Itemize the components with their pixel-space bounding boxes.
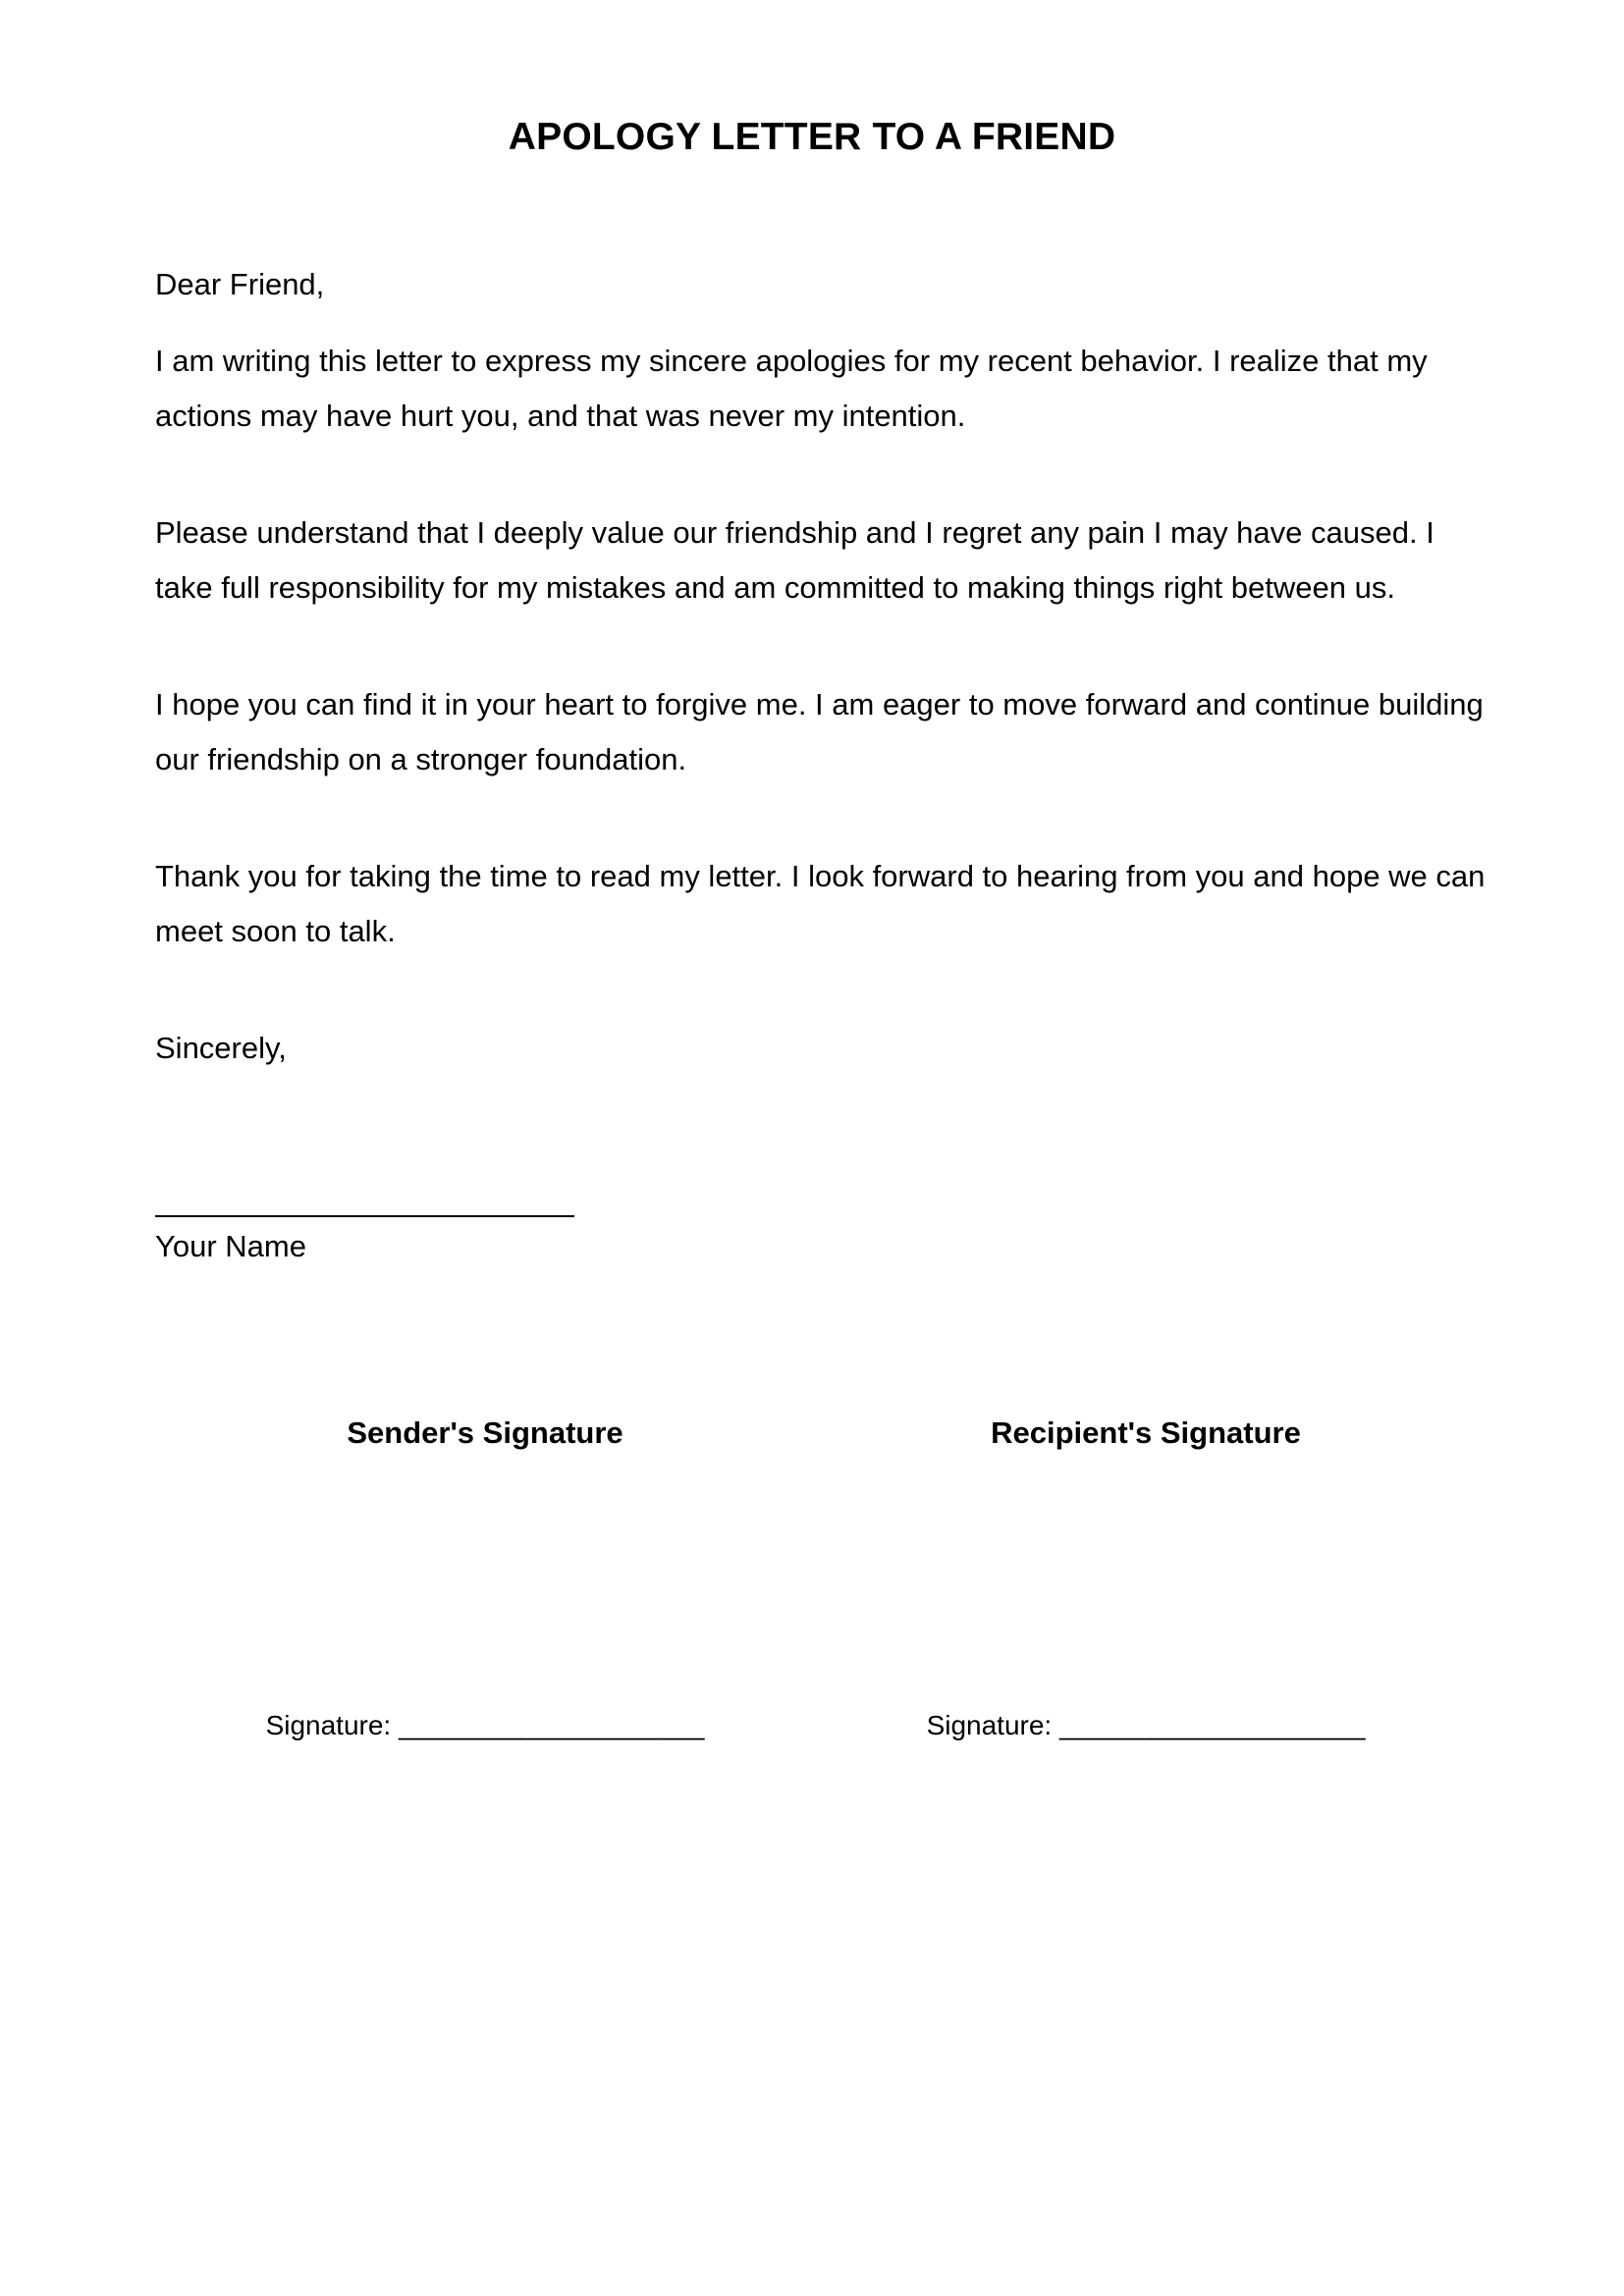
recipient-signature-field[interactable]: Signature: ____________________ — [926, 1710, 1366, 1740]
sender-signature-field[interactable]: Signature: ____________________ — [265, 1710, 705, 1740]
recipient-signature-block — [871, 1412, 1421, 1745]
salutation: Dear Friend, — [155, 267, 325, 301]
paragraph-1: I am writing this letter to express my sincere apologies for my recent behavior. I realize that my actions may have hurt you, and that was never my intention. — [155, 344, 1428, 433]
paragraph-3: I hope you can find it in your heart to forgive me. I am eager to move forward and continue building our friendship on a stronger foundation. — [155, 687, 1484, 776]
name-placeholder: Your Name — [155, 1229, 306, 1263]
name-signature-line[interactable] — [155, 1215, 574, 1217]
paragraph-2: Please understand that I deeply value our friendship and I regret any pain I may have caused. I take full responsibility for my mistakes and am committed to making things right between us. — [155, 515, 1435, 605]
recipient-signature-heading: Recipient's Signature — [991, 1415, 1301, 1450]
page-title: APOLOGY LETTER TO A FRIEND — [508, 116, 1116, 158]
sender-signature-heading: Sender's Signature — [347, 1415, 623, 1450]
closing: Sincerely, — [155, 1031, 287, 1065]
paragraph-4: Thank you for taking the time to read my letter. I look forward to hearing from you and hope we can meet soon to talk. — [155, 859, 1486, 948]
sender-signature-block — [210, 1412, 760, 1745]
